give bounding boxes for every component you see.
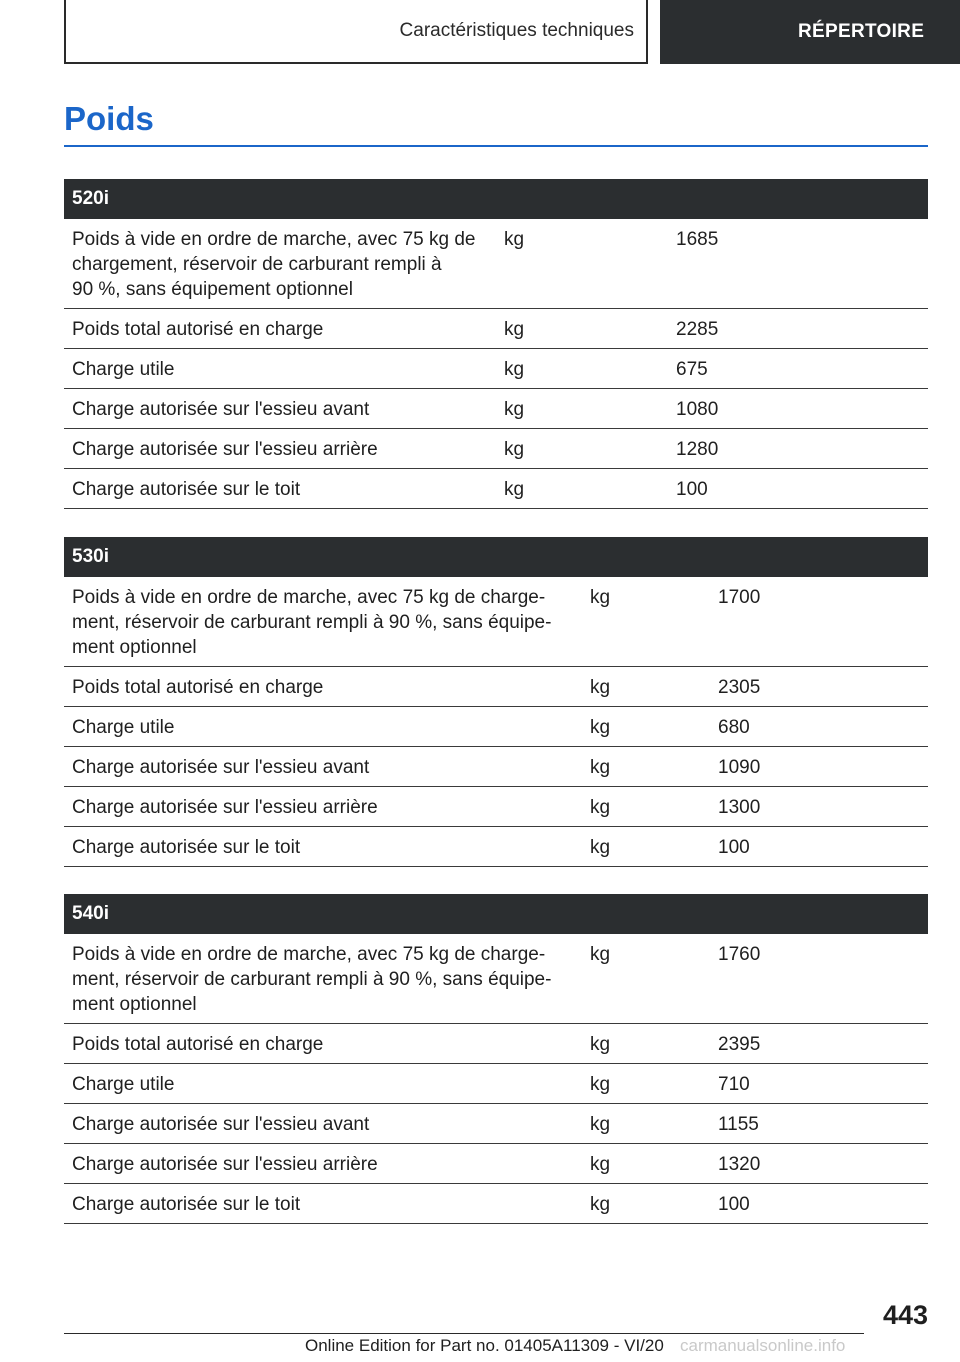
row-unit: kg bbox=[590, 1114, 611, 1135]
footer-edition-text: Online Edition for Part no. 01405A11309 - VI/20 bbox=[305, 1336, 664, 1355]
row-label: Charge autorisée sur l'essieu arrière bbox=[72, 797, 378, 818]
page-number: 443 bbox=[882, 1300, 928, 1330]
row-unit: kg bbox=[590, 587, 611, 608]
header-section-title: Caractéristiques techniques bbox=[399, 20, 634, 41]
row-value: 675 bbox=[676, 359, 708, 380]
table-header-model: 530i bbox=[64, 537, 928, 577]
weight-table-540i bbox=[64, 894, 928, 1224]
row-unit: kg bbox=[590, 1074, 611, 1095]
table-row bbox=[64, 934, 928, 1024]
weight-table-530i bbox=[64, 537, 928, 867]
row-label bbox=[72, 585, 551, 660]
row-label-line: Poids à vide en ordre de marche, avec 75 kg de charge- bbox=[72, 944, 546, 965]
row-label: Charge autorisée sur le toit bbox=[72, 479, 301, 500]
row-label: Charge autorisée sur le toit bbox=[72, 1194, 301, 1215]
row-unit: kg bbox=[504, 319, 525, 340]
row-value: 2285 bbox=[676, 319, 719, 340]
row-label: Charge autorisée sur l'essieu avant bbox=[72, 757, 370, 778]
header-section-box bbox=[64, 0, 648, 64]
table-row bbox=[64, 429, 928, 469]
page-title: Poids bbox=[64, 100, 154, 137]
table-row bbox=[64, 1104, 928, 1144]
row-label-line: ment, réservoir de carburant rempli à 90 %, sans équipe- bbox=[72, 969, 552, 990]
row-value: 1300 bbox=[718, 797, 761, 818]
row-unit: kg bbox=[590, 1034, 611, 1055]
table-row bbox=[64, 219, 928, 309]
row-unit: kg bbox=[590, 944, 611, 965]
row-label: Charge autorisée sur l'essieu arrière bbox=[72, 1154, 378, 1175]
row-value: 1760 bbox=[718, 944, 761, 965]
table-row bbox=[64, 469, 928, 509]
row-value: 1155 bbox=[718, 1114, 759, 1135]
row-unit: kg bbox=[590, 717, 611, 738]
row-unit: kg bbox=[504, 229, 525, 250]
table-row bbox=[64, 787, 928, 827]
row-label-line: Poids à vide en ordre de marche, avec 75 kg de charge- bbox=[72, 587, 546, 608]
table-row bbox=[64, 1024, 928, 1064]
row-label: Charge utile bbox=[72, 1074, 175, 1095]
header-tab-label: RÉPERTOIRE bbox=[798, 21, 925, 42]
row-value: 1320 bbox=[718, 1154, 761, 1175]
row-unit: kg bbox=[504, 479, 525, 500]
row-label: Charge autorisée sur l'essieu avant bbox=[72, 399, 370, 420]
row-value: 1280 bbox=[676, 439, 719, 460]
table-row bbox=[64, 1144, 928, 1184]
row-unit: kg bbox=[590, 757, 611, 778]
row-label: Charge autorisée sur le toit bbox=[72, 837, 301, 858]
row-value: 680 bbox=[718, 717, 750, 738]
table-header-model: 520i bbox=[64, 179, 928, 219]
row-value: 100 bbox=[718, 1194, 750, 1215]
row-value: 1685 bbox=[676, 229, 719, 250]
table-row bbox=[64, 349, 928, 389]
row-value: 1080 bbox=[676, 399, 719, 420]
row-unit: kg bbox=[590, 677, 611, 698]
weight-table-520i bbox=[64, 179, 928, 509]
table-row bbox=[64, 827, 928, 867]
title-divider bbox=[64, 145, 928, 147]
row-unit: kg bbox=[590, 1194, 611, 1215]
row-value: 100 bbox=[718, 837, 750, 858]
table-row bbox=[64, 309, 928, 349]
row-label: Charge utile bbox=[72, 359, 175, 380]
row-label-line: chargement, réservoir de carburant rempli à bbox=[72, 254, 442, 275]
row-label-line: ment, réservoir de carburant rempli à 90 %, sans équipe- bbox=[72, 612, 552, 633]
row-unit: kg bbox=[504, 439, 525, 460]
row-unit: kg bbox=[590, 837, 611, 858]
row-label bbox=[72, 942, 551, 1017]
row-label bbox=[72, 227, 475, 302]
row-label: Charge utile bbox=[72, 717, 175, 738]
row-label-line: ment optionnel bbox=[72, 994, 197, 1015]
row-unit: kg bbox=[590, 1154, 611, 1175]
table-row bbox=[64, 1184, 928, 1224]
row-label: Poids total autorisé en charge bbox=[72, 319, 324, 340]
header-tab-repertoire[interactable] bbox=[660, 0, 960, 64]
row-label-line: Poids à vide en ordre de marche, avec 75 kg de bbox=[72, 229, 476, 250]
row-label: Charge autorisée sur l'essieu avant bbox=[72, 1114, 370, 1135]
table-row bbox=[64, 577, 928, 667]
row-label-line: ment optionnel bbox=[72, 637, 197, 658]
table-row bbox=[64, 1064, 928, 1104]
row-value: 2395 bbox=[718, 1034, 761, 1055]
row-value: 100 bbox=[676, 479, 708, 500]
row-unit: kg bbox=[504, 399, 525, 420]
table-row bbox=[64, 747, 928, 787]
table-row bbox=[64, 667, 928, 707]
row-label: Poids total autorisé en charge bbox=[72, 677, 324, 698]
row-unit: kg bbox=[504, 359, 525, 380]
row-label: Poids total autorisé en charge bbox=[72, 1034, 324, 1055]
row-value: 1090 bbox=[718, 757, 761, 778]
row-value: 1700 bbox=[718, 587, 761, 608]
row-label: Charge autorisée sur l'essieu arrière bbox=[72, 439, 378, 460]
row-value: 2305 bbox=[718, 677, 761, 698]
table-row bbox=[64, 707, 928, 747]
row-label-line: 90 %, sans équipement optionnel bbox=[72, 279, 353, 300]
table-row bbox=[64, 389, 928, 429]
table-header-model: 540i bbox=[64, 894, 928, 934]
footer-divider bbox=[64, 1333, 864, 1334]
row-unit: kg bbox=[590, 797, 611, 818]
row-value: 710 bbox=[718, 1074, 750, 1095]
footer-watermark: carmanualsonline.info bbox=[680, 1336, 846, 1355]
